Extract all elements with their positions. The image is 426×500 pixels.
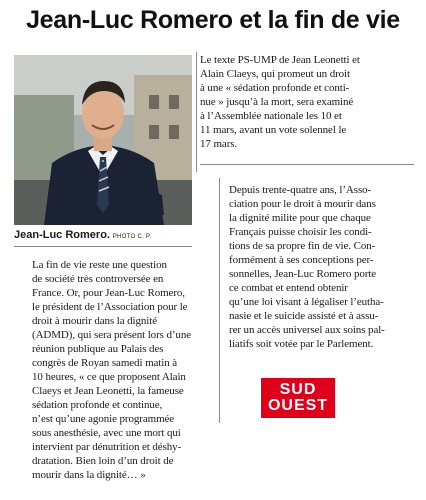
- intro-underline: [200, 164, 414, 165]
- portrait-photo: [14, 55, 192, 225]
- caption-credit: PHOTO C. P.: [112, 234, 152, 240]
- caption-name: Jean-Luc Romero.: [14, 229, 110, 241]
- column-divider: [196, 52, 197, 172]
- caption-rule: [14, 246, 192, 247]
- sud-ouest-logo: [261, 378, 335, 418]
- photo-caption: [14, 229, 152, 241]
- logo-line-2: OUEST: [267, 397, 329, 414]
- body-paragraph-right: Depuis trente-quatre ans, l’Asso- ciation pour le droit à mourir dans la dignité milite pour que chaque Français puisse choisir les condi- tions de sa propre fin de vie. Con- formément à ses conceptions per- sonnelles, Jean-Luc Romero porte ce combat et entend obtenir qu’une loi visant à légaliser l’eutha- nasie et le suicide assisté et à assu- rer un accès universel aux soins pal- liatifs soit votée par le Parlement.: [229, 184, 385, 350]
- intro-paragraph: Le texte PS-UMP de Jean Leonetti et Alain Claeys, qui promeut un droit à une « sédation profonde et conti- nue » jusqu’à la mort, sera examiné à l’Assemblée nationale les 10 et 11 mars, avant un vote solennel le 17 mars.: [200, 54, 360, 150]
- article-headline: Jean-Luc Romero et la fin de vie: [26, 6, 400, 34]
- body-paragraph-left: La fin de vie reste une question de société très controversée en France. Or, pour Jean-Luc Romero, le président de l’Association pour le droit à mourir dans la dignité (ADMD), qui sera présent lors d’une réunion publique au Palais des congrès de Royan samedi matin à 10 heures, « ce que proposent Alain Claeys et Jean Leonetti, la fameuse sédation profonde et continue, n’est qu’une agonie programmée sous anesthésie, avec une mort qui intervient par dénutrition et déshy- dratation. Bien loin d’un droit de mourir dans la dignité… »: [32, 259, 192, 481]
- column-divider: [219, 178, 220, 423]
- logo-line-1: SUD: [279, 381, 317, 398]
